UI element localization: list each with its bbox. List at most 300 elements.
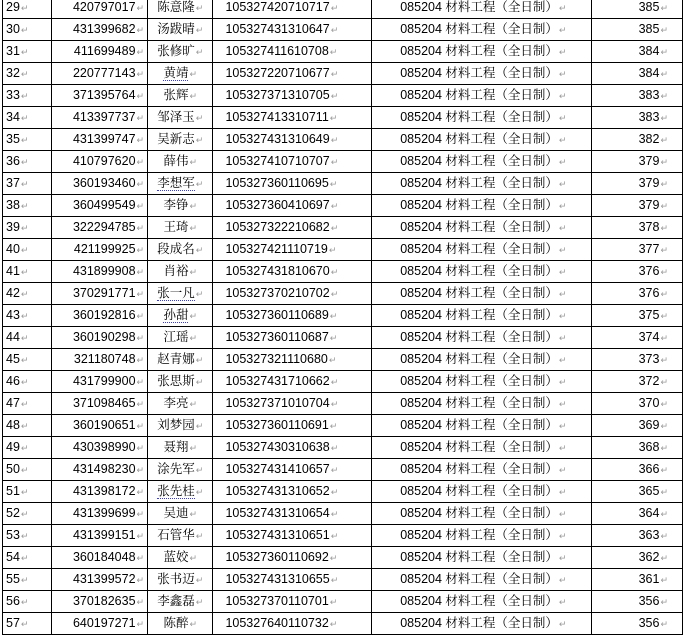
table-row (3, 129, 683, 151)
row-number-cell (3, 283, 52, 305)
exam-code-text: 220777143 (72, 66, 136, 80)
paragraph-mark-icon: ↵ (330, 3, 339, 13)
row-number-text: 54 (6, 550, 20, 564)
paragraph-mark-icon: ↵ (195, 377, 204, 387)
paragraph-mark-icon: ↵ (136, 619, 145, 629)
score-text: 384 (638, 66, 660, 80)
paragraph-mark-icon: ↵ (328, 245, 337, 255)
score-cell (592, 151, 683, 173)
paragraph-mark-icon: ↵ (329, 619, 338, 629)
table-row (3, 217, 683, 239)
candidate-name-text: 张一凡 (157, 286, 195, 300)
table-row (3, 613, 683, 635)
score-text: 373 (638, 352, 660, 366)
paragraph-mark-icon: ↵ (558, 113, 567, 123)
candidate-name-cell (148, 107, 213, 129)
candidate-id-text: 105327431310651 (225, 528, 330, 542)
paragraph-mark-icon: ↵ (195, 289, 204, 299)
candidate-name-text: 江瑶 (163, 330, 189, 344)
row-number-cell (3, 547, 52, 569)
score-cell (592, 327, 683, 349)
major-cell (371, 195, 592, 217)
candidate-name-cell (148, 525, 213, 547)
exam-code-cell (51, 327, 147, 349)
paragraph-mark-icon: ↵ (136, 267, 145, 277)
major-cell (371, 525, 592, 547)
table-row (3, 525, 683, 547)
major-text: 085204 材料工程（全日制） (400, 66, 558, 80)
exam-code-cell (51, 173, 147, 195)
paragraph-mark-icon: ↵ (660, 509, 668, 519)
paragraph-mark-icon: ↵ (195, 113, 204, 123)
candidate-id-text: 105327360110687 (225, 330, 329, 344)
candidate-id-cell (213, 283, 371, 305)
candidate-name-text: 汤跋晴 (157, 22, 195, 36)
paragraph-mark-icon: ↵ (330, 487, 339, 497)
row-number-cell (3, 19, 52, 41)
paragraph-mark-icon: ↵ (558, 443, 567, 453)
paragraph-mark-icon: ↵ (660, 487, 668, 497)
paragraph-mark-icon: ↵ (136, 333, 145, 343)
candidate-id-cell (213, 217, 371, 239)
row-number-text: 33 (6, 88, 20, 102)
major-cell (371, 151, 592, 173)
exam-code-cell (51, 481, 147, 503)
paragraph-mark-icon: ↵ (660, 91, 668, 101)
candidate-id-text: 105327431410657 (225, 462, 330, 476)
row-number-cell (3, 591, 52, 613)
paragraph-mark-icon: ↵ (660, 267, 668, 277)
row-number-text: 38 (6, 198, 20, 212)
paragraph-mark-icon: ↵ (660, 157, 668, 167)
paragraph-mark-icon: ↵ (136, 223, 145, 233)
major-text: 085204 材料工程（全日制） (400, 88, 558, 102)
paragraph-mark-icon: ↵ (136, 157, 145, 167)
candidate-name-cell (148, 503, 213, 525)
row-number-text: 43 (6, 308, 20, 322)
row-number-text: 36 (6, 154, 20, 168)
paragraph-mark-icon: ↵ (330, 399, 339, 409)
candidate-name-text: 李亮 (163, 396, 189, 410)
paragraph-mark-icon: ↵ (660, 421, 668, 431)
candidate-name-cell (148, 371, 213, 393)
paragraph-mark-icon: ↵ (195, 531, 204, 541)
score-cell (592, 349, 683, 371)
paragraph-mark-icon: ↵ (558, 3, 567, 13)
paragraph-mark-icon: ↵ (189, 619, 198, 629)
paragraph-mark-icon: ↵ (20, 553, 29, 563)
score-cell (592, 547, 683, 569)
major-text: 085204 材料工程（全日制） (400, 352, 558, 366)
score-cell (592, 217, 683, 239)
candidate-name-text: 涂先军 (157, 462, 195, 476)
major-text: 085204 材料工程（全日制） (400, 176, 558, 190)
paragraph-mark-icon: ↵ (660, 377, 668, 387)
paragraph-mark-icon: ↵ (189, 157, 198, 167)
candidate-name-cell (148, 239, 213, 261)
exam-code-text: 430398990 (72, 440, 136, 454)
row-number-text: 56 (6, 594, 20, 608)
paragraph-mark-icon: ↵ (136, 399, 145, 409)
candidate-id-text: 105327410710707 (225, 154, 330, 168)
row-number-text: 31 (6, 44, 20, 58)
major-text: 085204 材料工程（全日制） (400, 198, 558, 212)
candidate-name-text: 张思斯 (157, 374, 195, 388)
candidate-id-text: 105327360110691 (225, 418, 329, 432)
paragraph-mark-icon: ↵ (330, 443, 339, 453)
candidate-id-text: 105327431310647 (225, 22, 330, 36)
candidate-id-text: 105327321110680 (225, 352, 328, 366)
major-text: 085204 材料工程（全日制） (400, 286, 558, 300)
table-row (3, 85, 683, 107)
exam-code-cell (51, 349, 147, 371)
candidate-id-text: 105327431310655 (225, 572, 330, 586)
score-text: 364 (638, 506, 660, 520)
candidate-id-cell (213, 173, 371, 195)
table-row (3, 327, 683, 349)
exam-code-cell (51, 591, 147, 613)
row-number-text: 40 (6, 242, 20, 256)
score-cell (592, 503, 683, 525)
candidate-name-cell (148, 613, 213, 635)
row-number-cell (3, 327, 52, 349)
paragraph-mark-icon: ↵ (329, 333, 338, 343)
paragraph-mark-icon: ↵ (330, 91, 339, 101)
table-row (3, 19, 683, 41)
candidate-id-cell (213, 19, 371, 41)
exam-code-text: 360192816 (72, 308, 136, 322)
row-number-text: 55 (6, 572, 20, 586)
table-row (3, 547, 683, 569)
paragraph-mark-icon: ↵ (136, 597, 145, 607)
paragraph-mark-icon: ↵ (660, 69, 668, 79)
paragraph-mark-icon: ↵ (20, 619, 29, 629)
row-number-text: 42 (6, 286, 20, 300)
candidate-id-text: 105327640110732 (225, 616, 329, 630)
major-cell (371, 239, 592, 261)
paragraph-mark-icon: ↵ (20, 179, 29, 189)
score-cell (592, 525, 683, 547)
exam-code-cell (51, 393, 147, 415)
paragraph-mark-icon: ↵ (189, 201, 198, 211)
candidate-id-text: 105327431310649 (225, 132, 330, 146)
paragraph-mark-icon: ↵ (189, 311, 198, 321)
paragraph-mark-icon: ↵ (558, 487, 567, 497)
exam-code-cell (51, 459, 147, 481)
paragraph-mark-icon: ↵ (558, 223, 567, 233)
row-number-cell (3, 173, 52, 195)
row-number-text: 50 (6, 462, 20, 476)
major-cell (371, 349, 592, 371)
paragraph-mark-icon: ↵ (189, 509, 198, 519)
score-cell (592, 437, 683, 459)
row-number-text: 44 (6, 330, 20, 344)
exam-code-text: 321180748 (73, 352, 136, 366)
major-text: 085204 材料工程（全日制） (400, 418, 558, 432)
candidate-id-cell (213, 239, 371, 261)
exam-code-cell (51, 371, 147, 393)
candidate-name-cell (148, 415, 213, 437)
row-number-text: 49 (6, 440, 20, 454)
candidate-name-cell (148, 261, 213, 283)
table-row (3, 415, 683, 437)
major-cell (371, 129, 592, 151)
candidate-id-text: 105327421110719 (225, 242, 328, 256)
major-text: 085204 材料工程（全日制） (400, 0, 558, 14)
table-row (3, 107, 683, 129)
score-text: 379 (638, 176, 660, 190)
candidate-name-text: 刘梦园 (157, 418, 195, 432)
major-cell (371, 41, 592, 63)
paragraph-mark-icon: ↵ (660, 333, 668, 343)
row-number-cell (3, 415, 52, 437)
paragraph-mark-icon: ↵ (660, 135, 668, 145)
paragraph-mark-icon: ↵ (329, 47, 338, 57)
admission-score-table (2, 0, 683, 635)
paragraph-mark-icon: ↵ (330, 509, 339, 519)
exam-code-text: 371395764 (72, 88, 136, 102)
paragraph-mark-icon: ↵ (329, 311, 338, 321)
major-text: 085204 材料工程（全日制） (400, 374, 558, 388)
table-row (3, 239, 683, 261)
paragraph-mark-icon: ↵ (136, 289, 145, 299)
paragraph-mark-icon: ↵ (20, 201, 29, 211)
candidate-name-text: 吴新志 (157, 132, 195, 146)
table-row (3, 151, 683, 173)
score-text: 374 (638, 330, 660, 344)
paragraph-mark-icon: ↵ (20, 47, 29, 57)
exam-code-cell (51, 437, 147, 459)
candidate-name-cell (148, 569, 213, 591)
major-cell (371, 63, 592, 85)
paragraph-mark-icon: ↵ (558, 575, 567, 585)
major-text: 085204 材料工程（全日制） (400, 330, 558, 344)
exam-code-text: 431399572 (72, 572, 136, 586)
paragraph-mark-icon: ↵ (558, 553, 567, 563)
candidate-name-cell (148, 129, 213, 151)
exam-code-text: 411699489 (73, 44, 136, 58)
candidate-name-text: 肖裕 (163, 264, 189, 278)
exam-code-cell (51, 0, 147, 19)
exam-code-cell (51, 217, 147, 239)
row-number-text: 39 (6, 220, 20, 234)
row-number-cell (3, 503, 52, 525)
paragraph-mark-icon: ↵ (558, 201, 567, 211)
row-number-cell (3, 217, 52, 239)
candidate-id-text: 105327430310638 (225, 440, 330, 454)
candidate-id-text: 105327431710662 (225, 374, 330, 388)
paragraph-mark-icon: ↵ (558, 69, 567, 79)
major-cell (371, 217, 592, 239)
row-number-cell (3, 41, 52, 63)
exam-code-cell (51, 107, 147, 129)
candidate-id-text: 105327360110692 (225, 550, 329, 564)
paragraph-mark-icon: ↵ (195, 135, 204, 145)
paragraph-mark-icon: ↵ (195, 179, 204, 189)
score-cell (592, 195, 683, 217)
row-number-text: 32 (6, 66, 20, 80)
paragraph-mark-icon: ↵ (558, 465, 567, 475)
paragraph-mark-icon: ↵ (136, 179, 145, 189)
paragraph-mark-icon: ↵ (20, 223, 29, 233)
score-text: 385 (638, 0, 660, 14)
paragraph-mark-icon: ↵ (20, 157, 29, 167)
exam-code-cell (51, 129, 147, 151)
score-cell (592, 415, 683, 437)
paragraph-mark-icon: ↵ (136, 531, 145, 541)
paragraph-mark-icon: ↵ (195, 575, 204, 585)
candidate-id-text: 105327360410697 (225, 198, 330, 212)
paragraph-mark-icon: ↵ (189, 399, 198, 409)
major-text: 085204 材料工程（全日制） (400, 154, 558, 168)
paragraph-mark-icon: ↵ (660, 619, 668, 629)
major-text: 085204 材料工程（全日制） (400, 506, 558, 520)
major-text: 085204 材料工程（全日制） (400, 528, 558, 542)
major-text: 085204 材料工程（全日制） (400, 594, 558, 608)
score-text: 356 (638, 594, 660, 608)
paragraph-mark-icon: ↵ (329, 553, 338, 563)
score-cell (592, 569, 683, 591)
paragraph-mark-icon: ↵ (20, 113, 29, 123)
candidate-id-cell (213, 327, 371, 349)
score-cell (592, 173, 683, 195)
major-text: 085204 材料工程（全日制） (400, 264, 558, 278)
paragraph-mark-icon: ↵ (195, 245, 204, 255)
major-cell (371, 613, 592, 635)
paragraph-mark-icon: ↵ (330, 25, 339, 35)
table-row (3, 481, 683, 503)
candidate-name-cell (148, 349, 213, 371)
exam-code-cell (51, 305, 147, 327)
candidate-id-cell (213, 41, 371, 63)
row-number-cell (3, 0, 52, 19)
paragraph-mark-icon: ↵ (136, 47, 145, 57)
major-cell (371, 305, 592, 327)
exam-code-text: 640197271 (72, 616, 136, 630)
row-number-cell (3, 569, 52, 591)
paragraph-mark-icon: ↵ (20, 531, 29, 541)
candidate-name-cell (148, 151, 213, 173)
row-number-cell (3, 85, 52, 107)
paragraph-mark-icon: ↵ (558, 25, 567, 35)
score-cell (592, 283, 683, 305)
paragraph-mark-icon: ↵ (660, 179, 668, 189)
paragraph-mark-icon: ↵ (660, 443, 668, 453)
exam-code-text: 431398172 (72, 484, 136, 498)
exam-code-text: 431399682 (72, 22, 136, 36)
major-cell (371, 591, 592, 613)
paragraph-mark-icon: ↵ (558, 135, 567, 145)
paragraph-mark-icon: ↵ (330, 575, 339, 585)
paragraph-mark-icon: ↵ (136, 377, 145, 387)
paragraph-mark-icon: ↵ (136, 311, 145, 321)
paragraph-mark-icon: ↵ (558, 91, 567, 101)
paragraph-mark-icon: ↵ (136, 355, 145, 365)
candidate-name-cell (148, 41, 213, 63)
paragraph-mark-icon: ↵ (189, 91, 198, 101)
candidate-name-cell (148, 459, 213, 481)
paragraph-mark-icon: ↵ (660, 399, 668, 409)
row-number-cell (3, 371, 52, 393)
row-number-text: 46 (6, 374, 20, 388)
candidate-id-cell (213, 459, 371, 481)
row-number-cell (3, 437, 52, 459)
candidate-name-text: 薛伟 (163, 154, 189, 168)
row-number-cell (3, 239, 52, 261)
exam-code-cell (51, 85, 147, 107)
paragraph-mark-icon: ↵ (20, 333, 29, 343)
paragraph-mark-icon: ↵ (136, 245, 145, 255)
paragraph-mark-icon: ↵ (136, 25, 145, 35)
score-text: 368 (638, 440, 660, 454)
candidate-name-text: 邹泽玉 (157, 110, 195, 124)
row-number-cell (3, 195, 52, 217)
candidate-name-cell (148, 547, 213, 569)
paragraph-mark-icon: ↵ (136, 443, 145, 453)
score-text: 365 (638, 484, 660, 498)
major-text: 085204 材料工程（全日制） (400, 396, 558, 410)
major-cell (371, 261, 592, 283)
major-cell (371, 327, 592, 349)
paragraph-mark-icon: ↵ (660, 47, 668, 57)
row-number-text: 37 (6, 176, 20, 190)
score-cell (592, 19, 683, 41)
row-number-text: 35 (6, 132, 20, 146)
candidate-id-cell (213, 371, 371, 393)
row-number-cell (3, 151, 52, 173)
score-cell (592, 261, 683, 283)
paragraph-mark-icon: ↵ (136, 135, 145, 145)
paragraph-mark-icon: ↵ (558, 377, 567, 387)
table-row (3, 459, 683, 481)
paragraph-mark-icon: ↵ (558, 355, 567, 365)
candidate-id-cell (213, 393, 371, 415)
paragraph-mark-icon: ↵ (189, 443, 198, 453)
paragraph-mark-icon: ↵ (558, 509, 567, 519)
score-cell (592, 239, 683, 261)
major-cell (371, 393, 592, 415)
paragraph-mark-icon: ↵ (330, 377, 339, 387)
score-cell (592, 305, 683, 327)
exam-code-text: 431399699 (72, 506, 136, 520)
candidate-id-cell (213, 63, 371, 85)
table-row (3, 371, 683, 393)
exam-code-cell (51, 151, 147, 173)
paragraph-mark-icon: ↵ (20, 465, 29, 475)
row-number-cell (3, 107, 52, 129)
major-cell (371, 283, 592, 305)
candidate-id-cell (213, 129, 371, 151)
row-number-cell (3, 349, 52, 371)
candidate-id-text: 105327411610708 (225, 44, 329, 58)
candidate-name-text: 赵青娜 (157, 352, 195, 366)
row-number-cell (3, 459, 52, 481)
paragraph-mark-icon: ↵ (20, 69, 29, 79)
paragraph-mark-icon: ↵ (660, 25, 668, 35)
candidate-id-cell (213, 591, 371, 613)
row-number-text: 51 (6, 484, 20, 498)
candidate-name-text: 陈醉 (163, 616, 189, 630)
exam-code-text: 431399151 (72, 528, 136, 542)
candidate-id-text: 105327431310652 (225, 484, 330, 498)
paragraph-mark-icon: ↵ (330, 135, 339, 145)
candidate-name-cell (148, 63, 213, 85)
paragraph-mark-icon: ↵ (558, 597, 567, 607)
candidate-name-cell (148, 85, 213, 107)
candidate-name-cell (148, 217, 213, 239)
paragraph-mark-icon: ↵ (329, 597, 338, 607)
paragraph-mark-icon: ↵ (558, 619, 567, 629)
